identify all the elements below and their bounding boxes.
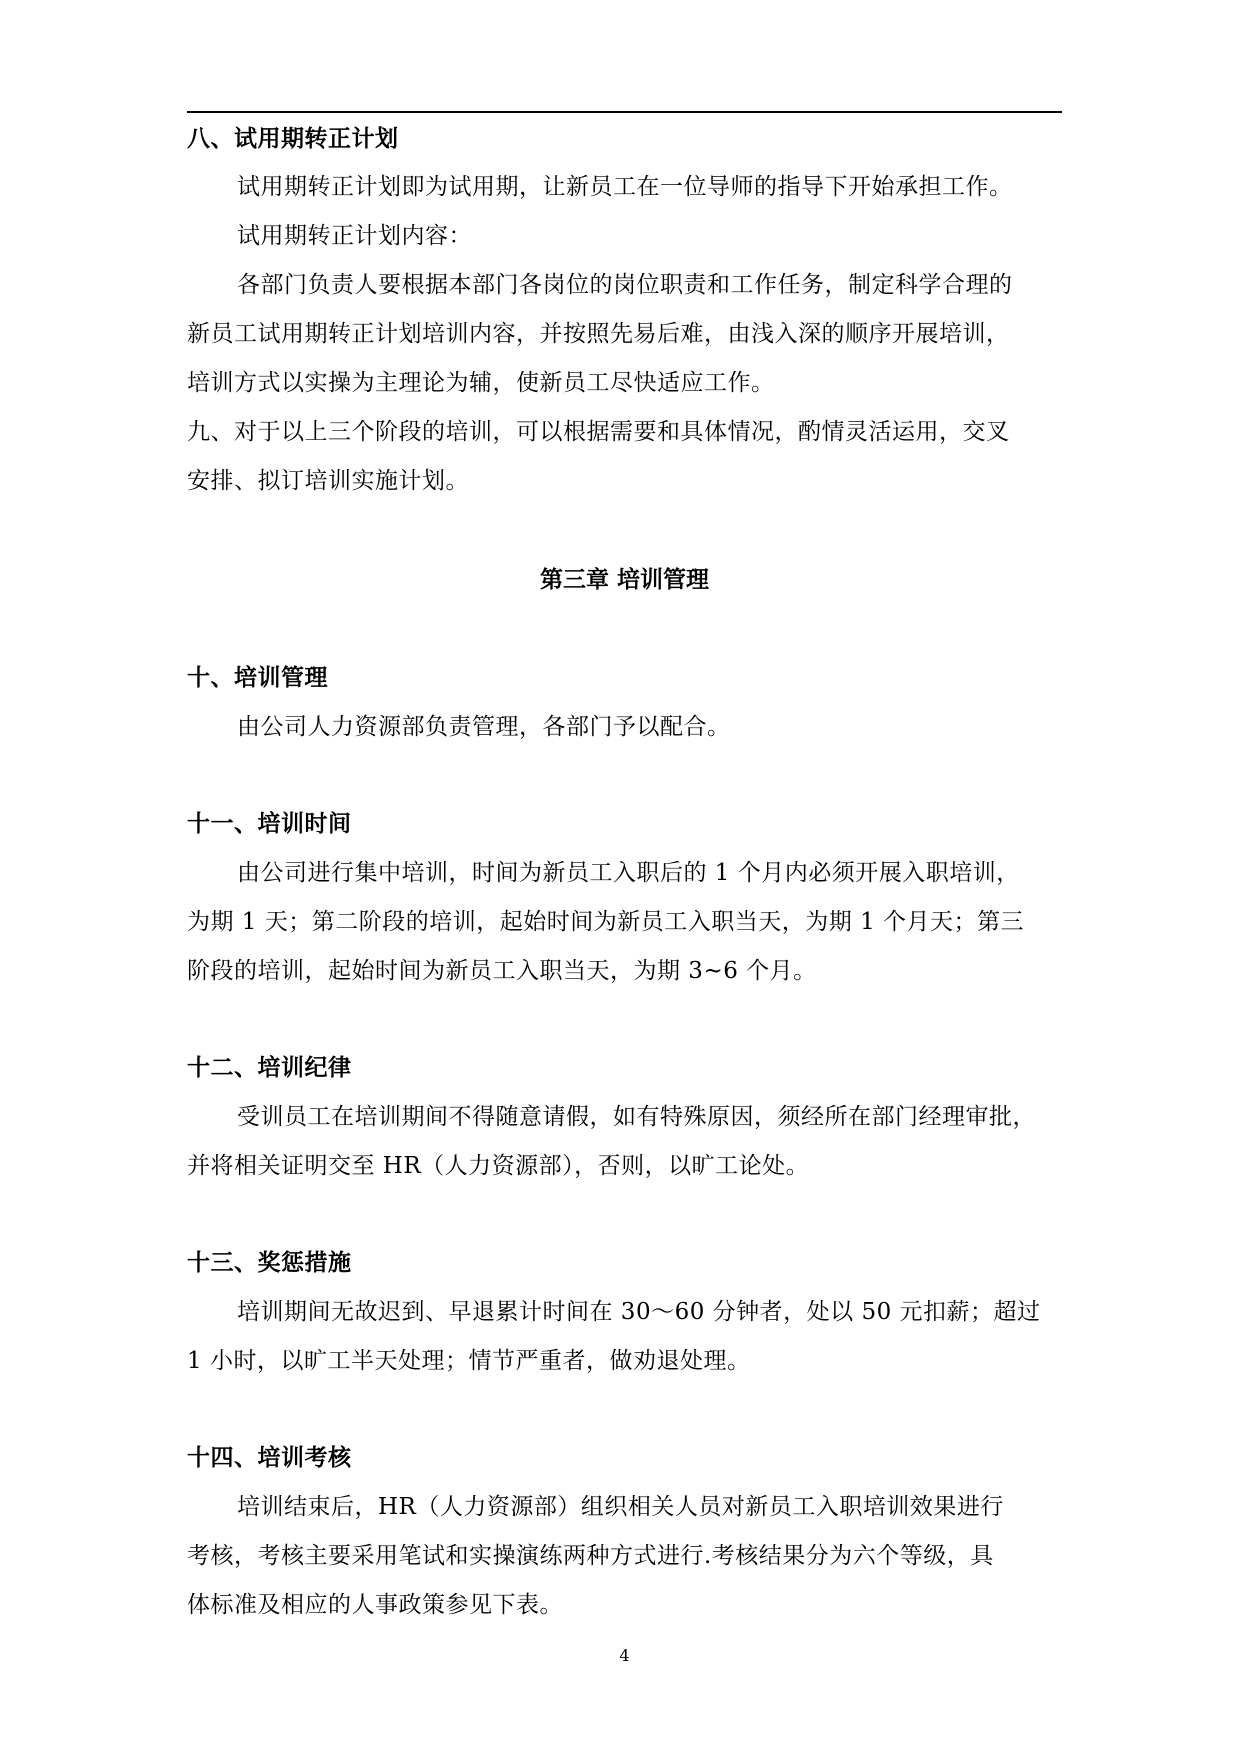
paragraph-line: 阶段的培训，起始时间为新员工入职当天，为期 3~6 个月。 bbox=[187, 958, 817, 984]
paragraph-line: 并将相关证明交至 HR（人力资源部），否则，以旷工论处。 bbox=[187, 1153, 810, 1179]
section-heading-14: 十四、培训考核 bbox=[187, 1445, 352, 1471]
paragraph-line: 为期 1 天；第二阶段的培训，起始时间为新员工入职当天，为期 1 个月天；第三 bbox=[187, 909, 1025, 935]
paragraph-line: 由公司人力资源部负责管理，各部门予以配合。 bbox=[237, 714, 731, 740]
paragraph-line: 受训员工在培训期间不得随意请假，如有特殊原因，须经所在部门经理审批， bbox=[237, 1104, 1036, 1130]
section-heading-13: 十三、奖惩措施 bbox=[187, 1250, 352, 1276]
paragraph-line: 试用期转正计划内容： bbox=[237, 223, 472, 249]
paragraph-line: 试用期转正计划即为试用期，让新员工在一位导师的指导下开始承担工作。 bbox=[237, 174, 1013, 200]
paragraph-line: 培训期间无故迟到、早退累计时间在 30～60 分钟者，处以 50 元扣薪；超过 bbox=[237, 1299, 1041, 1325]
paragraph-line: 培训方式以实操为主理论为辅，使新员工尽快适应工作。 bbox=[187, 370, 775, 396]
paragraph-line: 1 小时，以旷工半天处理；情节严重者，做劝退处理。 bbox=[187, 1348, 751, 1374]
section-heading-8: 八、试用期转正计划 bbox=[187, 126, 399, 152]
section-heading-12: 十二、培训纪律 bbox=[187, 1055, 352, 1081]
paragraph-line: 安排、拟订培训实施计划。 bbox=[187, 468, 469, 494]
paragraph-line: 新员工试用期转正计划培训内容，并按照先易后难，由浅入深的顺序开展培训， bbox=[187, 321, 1010, 347]
section-heading-10: 十、培训管理 bbox=[187, 665, 328, 691]
paragraph-line: 体标准及相应的人事政策参见下表。 bbox=[187, 1592, 563, 1618]
paragraph-line: 考核，考核主要采用笔试和实操演练两种方式进行.考核结果分为六个等级，具 bbox=[187, 1543, 994, 1569]
paragraph-line: 由公司进行集中培训，时间为新员工入职后的 1 个月内必须开展入职培训， bbox=[237, 860, 1020, 886]
paragraph-line: 培训结束后，HR（人力资源部）组织相关人员对新员工入职培训效果进行 bbox=[237, 1494, 1004, 1520]
chapter-title: 第三章 培训管理 bbox=[539, 567, 709, 593]
paragraph-line: 各部门负责人要根据本部门各岗位的岗位职责和工作任务，制定科学合理的 bbox=[237, 272, 1013, 298]
paragraph-line: 九、对于以上三个阶段的培训，可以根据需要和具体情况，酌情灵活运用，交叉 bbox=[187, 419, 1010, 445]
section-heading-11: 十一、培训时间 bbox=[187, 811, 352, 837]
page-number: 4 bbox=[619, 1646, 630, 1665]
header-rule bbox=[187, 111, 1062, 113]
